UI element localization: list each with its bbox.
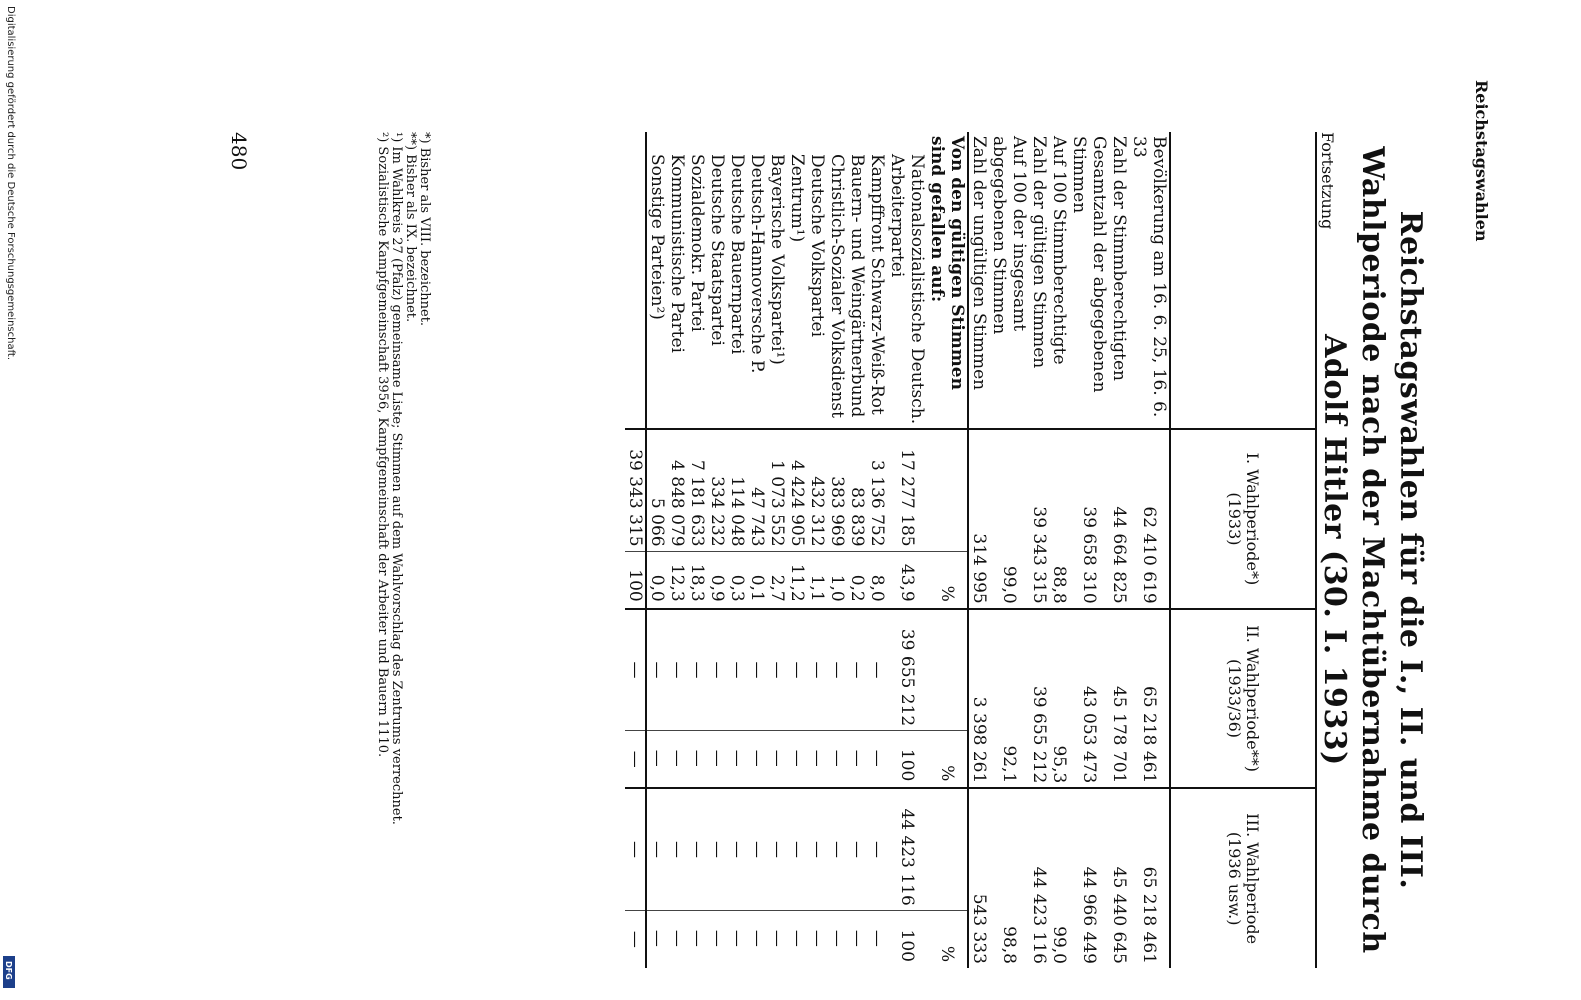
party-p3-votes: 44 423 116 [887, 788, 927, 910]
party-p1-pct: 11,2 [787, 551, 807, 609]
party-p2-pct: — [847, 731, 867, 789]
total-label [625, 132, 646, 429]
party-p3-pct: 100 [887, 910, 927, 968]
sidebar-credit [2, 6, 16, 994]
cell-p2: 3 398 261 [968, 609, 989, 789]
party-p2-votes: 39 655 212 [887, 609, 927, 731]
party-p1-pct: 0,1 [747, 551, 767, 609]
cell-p3: 44 966 449 [1069, 788, 1109, 968]
party-label: Sonstige Parteien²) [647, 154, 667, 320]
party-p1-votes: 7 181 633 [687, 429, 707, 551]
party-p2-votes: — [847, 609, 867, 731]
party-p1-votes: 47 743 [747, 429, 767, 551]
page-title: Reichstagswahlen für die I., II. und III. Wahlperiode nach der Machtübernahme durch Adolf Hitler (30. I. 1933) [1317, 146, 1428, 954]
party-p2-votes: — [687, 609, 707, 731]
party-p3-votes: — [747, 788, 767, 910]
party-row [767, 132, 787, 968]
party-p1-pct: 0,0 [646, 551, 667, 609]
party-label: Deutsch-Hannoversche P. [747, 154, 767, 374]
party-p2-votes: — [787, 609, 807, 731]
party-p2-votes: — [667, 609, 687, 731]
cell-p2: 65 218 461 [1129, 609, 1170, 789]
party-row [667, 132, 687, 968]
dfg-logo [3, 956, 15, 988]
total-p1: 39 343 315 [625, 429, 646, 551]
party-p1-votes: 4 848 079 [667, 429, 687, 551]
party-p1-pct: 0,2 [847, 551, 867, 609]
section-row [927, 132, 968, 968]
cell-p3: 44 423 116 [1029, 788, 1049, 968]
period-2-header: II. Wahlperiode**) (1933/36) [1170, 609, 1315, 789]
party-p3-votes: — [727, 788, 747, 910]
row-label: Zahl der Stimmberechtigten [1109, 136, 1129, 381]
cell-p1: 99,0 [989, 429, 1029, 609]
table-row [1109, 132, 1129, 968]
dfg-logo-text: DFG [4, 961, 13, 980]
party-p2-votes: — [807, 609, 827, 731]
party-p2-pct: — [727, 731, 747, 789]
cell-p1: 314 995 [968, 429, 989, 609]
party-p1-pct: 43,9 [887, 551, 927, 609]
section-label: Von den gültigen Stimmen sind gefallen auf: [927, 136, 967, 390]
election-table [591, 132, 1315, 968]
party-p2-votes: — [767, 609, 787, 731]
running-header: Reichstagswahlen [1472, 80, 1491, 242]
party-label: Nationalsozialistische Deutsch. Arbeiterpartei [887, 154, 927, 425]
party-p1-votes: 114 048 [727, 429, 747, 551]
party-p3-votes: — [767, 788, 787, 910]
cell-p2: 43 053 473 [1069, 609, 1109, 789]
party-p2-pct: — [827, 731, 847, 789]
party-p1-pct: 0,3 [727, 551, 747, 609]
cell-empty [927, 609, 968, 731]
period-3-header: III. Wahlperiode (1936 usw.) [1170, 788, 1315, 968]
row-label: Gesamtzahl der abgegebenen Stimmen [1069, 136, 1109, 393]
party-label: Deutsche Bauernpartei [727, 154, 747, 355]
party-p1-pct: 8,0 [867, 551, 887, 609]
party-row [787, 132, 807, 968]
party-row [887, 132, 927, 968]
cell-p2: 39 655 212 [1029, 609, 1049, 789]
cell-empty [927, 788, 968, 910]
pct-label-p1: % [927, 551, 968, 609]
party-row [807, 132, 827, 968]
total-p3: — [625, 788, 646, 910]
footnote: *) Bisher als VIII. bezeichnet. [417, 132, 432, 327]
table-row [1029, 132, 1049, 968]
row-label: Zahl der ungültigen Stimmen [968, 132, 989, 429]
party-p1-votes: 3 136 752 [867, 429, 887, 551]
party-row [847, 132, 867, 968]
party-p1-votes: 383 969 [827, 429, 847, 551]
cell-p1: 39 343 315 [1029, 429, 1049, 609]
party-p2-votes: — [747, 609, 767, 731]
party-p1-pct: 1,0 [827, 551, 847, 609]
top-rule [1315, 132, 1317, 968]
cell-p3: 99,0 [1049, 788, 1069, 968]
party-p2-pct: — [646, 731, 667, 789]
party-p2-pct: — [807, 731, 827, 789]
cell-p1: 62 410 619 [1129, 429, 1170, 609]
cell-p3: 45 440 645 [1109, 788, 1129, 968]
party-p3-votes: — [707, 788, 727, 910]
party-p2-pct: — [667, 731, 687, 789]
party-p3-pct: — [787, 910, 807, 968]
cell-p2: 45 178 701 [1109, 609, 1129, 789]
cell-p1: 44 664 825 [1109, 429, 1129, 609]
party-p1-votes: 432 312 [807, 429, 827, 551]
party-p3-pct: — [727, 910, 747, 968]
party-p2-votes: — [827, 609, 847, 731]
party-p3-pct: — [687, 910, 707, 968]
party-p1-pct: 1,1 [807, 551, 827, 609]
party-p3-pct: — [867, 910, 887, 968]
party-p1-pct: 2,7 [767, 551, 787, 609]
party-p3-pct: — [807, 910, 827, 968]
party-p3-pct: — [767, 910, 787, 968]
party-p2-votes: — [707, 609, 727, 731]
party-rows [646, 132, 927, 968]
party-p2-votes: — [727, 609, 747, 731]
party-p3-pct: — [667, 910, 687, 968]
party-p1-votes: 17 277 185 [887, 429, 927, 551]
party-p1-votes: 4 424 905 [787, 429, 807, 551]
table-row [1129, 132, 1170, 968]
party-p3-pct: — [747, 910, 767, 968]
party-p3-votes: — [867, 788, 887, 910]
party-p2-pct: — [707, 731, 727, 789]
party-p3-votes: — [847, 788, 867, 910]
party-label: Kommunistische Partei [667, 154, 687, 353]
party-p2-pct: — [687, 731, 707, 789]
party-label: Deutsche Volkspartei [807, 154, 827, 338]
party-p3-pct: — [646, 910, 667, 968]
party-p1-pct: 18,3 [687, 551, 707, 609]
credit-text: Digitalisierung gefördert durch die Deutsche Forschungsgemeinschaft. [5, 6, 16, 361]
party-row [646, 132, 667, 968]
total-p3-pct: — [625, 910, 646, 968]
total-p2-pct: — [625, 731, 646, 789]
party-label: Bayerische Volkspartei¹) [767, 154, 787, 365]
table-header-row [1170, 132, 1315, 968]
cell-p2: 95,3 [1049, 609, 1069, 789]
party-row [687, 132, 707, 968]
party-row [867, 132, 887, 968]
total-p2: — [625, 609, 646, 731]
party-label: Bauern- und Weingärtnerbund [847, 154, 867, 418]
party-p3-votes: — [667, 788, 687, 910]
party-p1-votes: 83 839 [847, 429, 867, 551]
row-label: Auf 100 Stimmberechtigte [1049, 136, 1069, 365]
party-row [707, 132, 727, 968]
party-label: Zentrum¹) [787, 154, 807, 243]
row-label: Auf 100 der insgesamt abgegebenen Stimmen [989, 136, 1029, 335]
party-p3-votes: — [827, 788, 847, 910]
party-p2-pct: — [747, 731, 767, 789]
row-label: Zahl der gültigen Stimmen [1029, 136, 1049, 369]
cell-p2: 92,1 [989, 609, 1029, 789]
party-p1-votes: 1 073 552 [767, 429, 787, 551]
party-p2-votes: — [867, 609, 887, 731]
party-p2-pct: — [867, 731, 887, 789]
party-p1-votes: 334 232 [707, 429, 727, 551]
party-p3-votes: — [787, 788, 807, 910]
party-p2-pct: — [767, 731, 787, 789]
party-p3-pct: — [827, 910, 847, 968]
row-label: Bevölkerung am 16. 6. 25, 16. 6. 33 [1129, 136, 1169, 418]
cell-p3: 65 218 461 [1129, 788, 1170, 968]
party-p2-votes: — [646, 609, 667, 731]
party-label: Christlich-Sozialer Volksdienst [827, 154, 847, 418]
party-p3-pct: — [707, 910, 727, 968]
footnote: **) Bisher als IX. bezeichnet. [403, 132, 418, 323]
continuation-label: Fortsetzung [1318, 132, 1337, 230]
party-p2-pct: — [787, 731, 807, 789]
cell-p1: 88,8 [1049, 429, 1069, 609]
party-p3-votes: — [807, 788, 827, 910]
party-row [827, 132, 847, 968]
party-p2-pct: 100 [887, 731, 927, 789]
total-p1-pct: 100 [625, 551, 646, 609]
total-row [625, 132, 646, 968]
cell-p1: 39 658 310 [1069, 429, 1109, 609]
party-p3-pct: — [847, 910, 867, 968]
party-p3-votes: — [687, 788, 707, 910]
cell-p3: 543 333 [968, 788, 989, 968]
cell-p3: 98,8 [989, 788, 1029, 968]
table-row [968, 132, 989, 968]
party-label: Kampffront Schwarz-Weiß-Rot [867, 154, 887, 415]
party-label: Deutsche Staatspartei [707, 154, 727, 346]
party-label: Sozialdemokr. Partei [687, 154, 707, 332]
cell-empty [927, 429, 968, 551]
page-number: 480 [227, 132, 251, 171]
table-row [989, 132, 1029, 968]
table-row [1049, 132, 1069, 968]
footnotes [375, 132, 431, 872]
party-row [727, 132, 747, 968]
footnote: ²) Sozialistische Kampfgemeinschaft 3956, Kampfgemeinschaft der Arbeiter und Bauern 1110. [375, 132, 390, 758]
party-p1-pct: 12,3 [667, 551, 687, 609]
party-p1-pct: 0,9 [707, 551, 727, 609]
pct-label-p3: % [927, 910, 968, 968]
label-header [1170, 132, 1315, 429]
period-1-header: I. Wahlperiode*) (1933) [1170, 429, 1315, 609]
footnote: ¹) Im Wahlkreis 27 (Pfalz) gemeinsame Liste; Stimmen auf dem Wahlvorschlag des Zentrums verrechnet. [389, 132, 404, 825]
party-p1-votes: 5 066 [646, 429, 667, 551]
table-row [1069, 132, 1109, 968]
pct-label-p2: % [927, 731, 968, 789]
party-row [747, 132, 767, 968]
party-p3-votes: — [646, 788, 667, 910]
